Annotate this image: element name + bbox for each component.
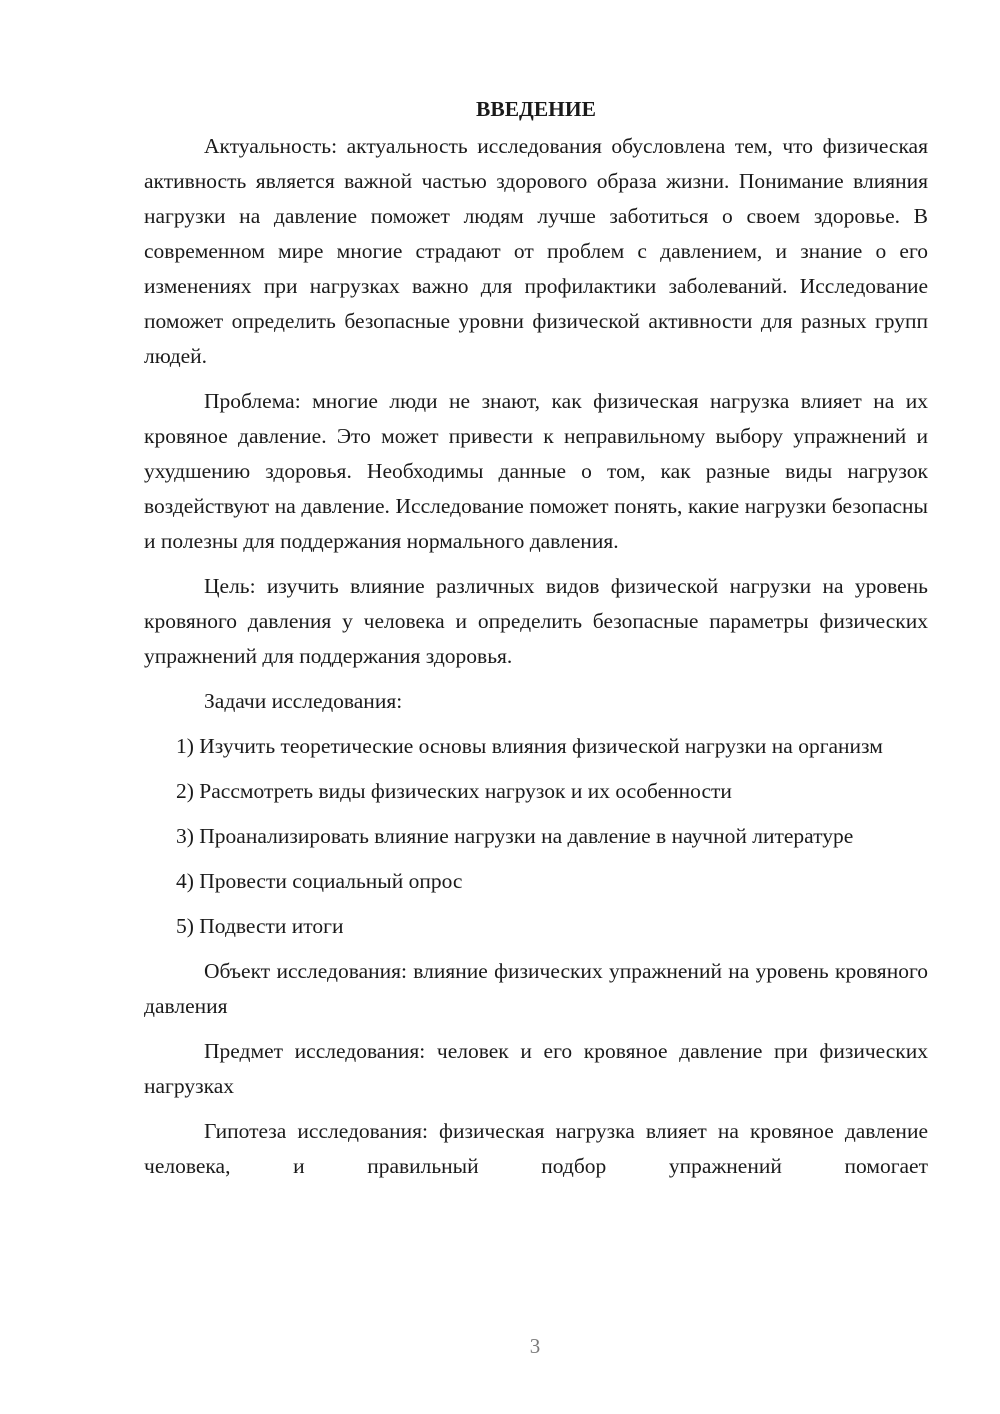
page-number: 3 [529,1334,541,1358]
task-item-2: 2) Рассмотреть виды физических нагрузок и их особенности [176,779,732,803]
task-item-1: 1) Изучить теоретические основы влияния физической нагрузки на организм [176,734,883,758]
paragraph-relevance: Актуальность: актуальность исследования обусловлена тем, что физическая активность является важной частью здорового образа жизни. Понимание влияния нагрузки на давление поможет людям лучше заботиться о своем здоровье. В современном мире многие страдают от проблем с давлением, и знание о его изменениях при нагрузках важно для профилактики заболеваний. Исследование поможет определить безопасные уровни физической активности для разных групп людей. [144,134,928,368]
paragraph-hypothesis: Гипотеза исследования: физическая нагрузка влияет на кровяное давление человека, и правильный подбор упражнений помогает [144,1119,928,1178]
section-title: ВВЕДЕНИЕ [476,97,596,121]
paragraph-tasks-heading: Задачи исследования: [204,689,403,713]
task-item-3: 3) Проанализировать влияние нагрузки на давление в научной литературе [176,824,854,848]
document-page [144,92,928,1184]
task-item-5: 5) Подвести итоги [176,914,344,938]
paragraph-goal: Цель: изучить влияние различных видов физической нагрузки на уровень кровяного давления у человека и определить безопасные параметры физических упражнений для поддержания здоровья. [144,574,928,668]
task-item-4: 4) Провести социальный опрос [176,869,463,893]
paragraph-problem: Проблема: многие люди не знают, как физическая нагрузка влияет на их кровяное давление. Это может привести к неправильному выбору упражнений и ухудшению здоровья. Необходимы данные о том, как разные виды нагрузок воздействуют на давление. Исследование поможет понять, какие нагрузки безопасны и полезны для поддержания нормального давления. [144,389,928,553]
paragraph-subject: Предмет исследования: человек и его кровяное давление при физических нагрузках [144,1039,928,1098]
paragraph-object: Объект исследования: влияние физических упражнений на уровень кровяного давления [144,959,928,1018]
